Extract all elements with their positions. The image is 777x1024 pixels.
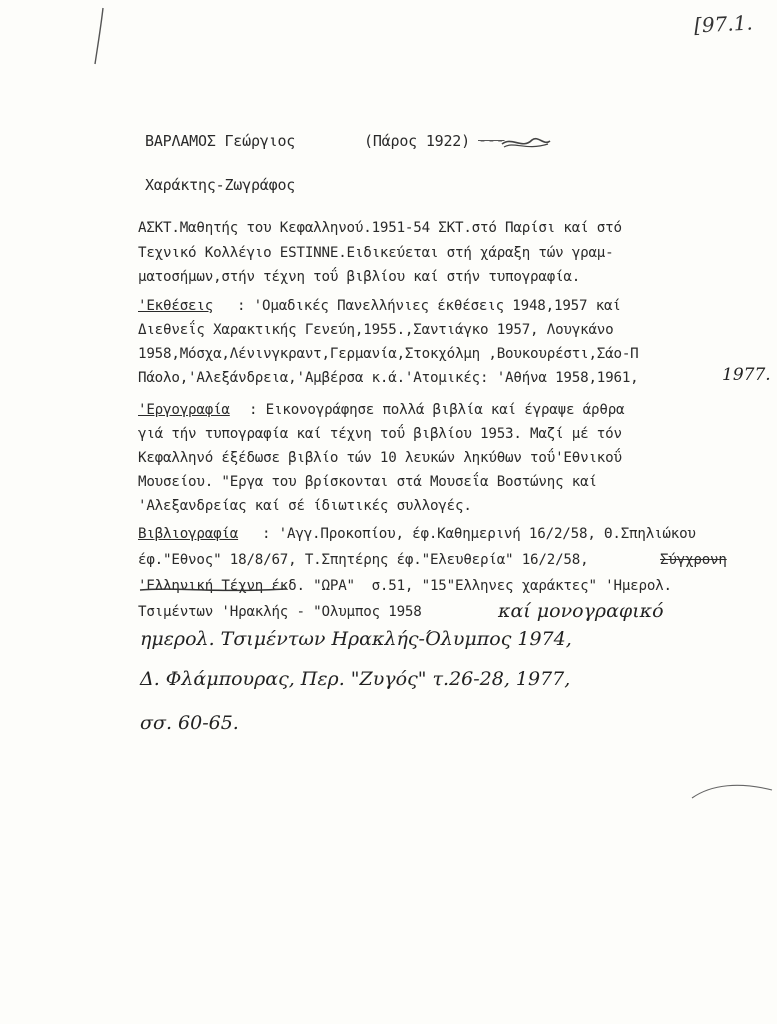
exhibitions-label: 'Εκθέσεις [138,298,214,314]
bio-line: ματοσήμων,στήν τέχνη τοΰ βιβλίου καί στήν τυπογραφία. [138,269,581,285]
bibliography-line: Τσιμέντων 'Ηρακλής - "Ολυμπος 1958 [138,604,422,620]
bibliography-label: Βιβλιογραφία [138,526,239,542]
artist-origin: (Πάρος 1922) [364,132,470,150]
handwritten-line: ημερολ. Τσιμέντων Ηρακλής-Όλυμπος 1974, [140,628,572,650]
bibliography-line: έφ."Εθνος" 18/8/67, Τ.Σπητέρης έφ."Ελευθερία" 16/2/58, [138,552,589,568]
archive-number: [97.1. [693,10,754,38]
exhibitions-line: 1958,Μόσχα,Λένινγκραντ,Γερμανία,Στοκχόλμη ,Βουκουρέστι,Σάο-Π [138,346,639,362]
struck-word: Σύγχρονη [660,552,727,568]
works-line: Κεφαλληνό έξέδωσε βιβλίο τών 10 λευκών ληκύθων τοΰ'Εθνικοΰ [138,450,622,466]
artist-name: ΒΑΡΛΑΜΟΣ Γεώργιος [145,132,296,150]
exhibitions-line: Πάολο,'Αλεξάνδρεια,'Αμβέρσα κ.ά.'Ατομικές: 'Αθήνα 1958,1961, [138,370,639,386]
artist-profession: Χαράκτης-Ζωγράφος [145,176,296,194]
bio-line: ΑΣΚΤ.Μαθητής του Κεφαλληνού.1951-54 ΣΚΤ.στό Παρίσι καί στό [138,220,622,236]
handwritten-year: 1977. [722,365,771,385]
handwritten-line: καί μονογραφικό [498,600,664,622]
exhibitions-line: : 'Ομαδικές Πανελλήνιες έκθέσεις 1948,1957 καί [237,298,621,314]
pencil-arc-mark [690,778,774,802]
bibliography-line: : 'Αγγ.Προκοπίου, έφ.Καθημερινή 16/2/58, Θ.Σπηλιώκου [262,526,696,542]
struck-dashes: --- [478,131,505,149]
bibliography-line: 'Ελληνική Τέχνη έκδ. "ΩΡΑ" σ.51, "15"Ελληνες χαράκτες" 'Ημερολ. [138,578,672,594]
scribble-mark [500,132,552,152]
works-line: γιά τήν τυπογραφία καί τέχνη τοΰ βιβλίου 1953. Μαζί μέ τόν [138,426,622,442]
works-label: 'Εργογραφία [138,402,230,418]
strike-through-mark [138,584,288,596]
handwritten-line: Δ. Φλάμπουρας, Περ. "Ζυγός" τ.26-28, 1977, [140,668,571,690]
bio-line: Τεχνικό Κολλέγιο ESTINNE.Ειδικεύεται στή χάραξη τών γραμ- [138,245,614,261]
works-line: Μουσείου. "Εργα του βρίσκονται στά Μουσεΐα Βοστώνης καί [138,474,597,490]
works-line: 'Αλεξανδρείας καί σέ ίδιωτικές συλλογές. [138,498,472,514]
pen-stroke-mark [92,6,106,66]
exhibitions-line: Διεθνεΐς Χαρακτικής Γενεύη,1955.,Σαντιάγκο 1957, Λουγκάνο [138,322,614,338]
handwritten-line: σσ. 60-65. [140,712,239,734]
works-line: : Εικονογράφησε πολλά βιβλία καί έγραψε άρθρα [249,402,625,418]
